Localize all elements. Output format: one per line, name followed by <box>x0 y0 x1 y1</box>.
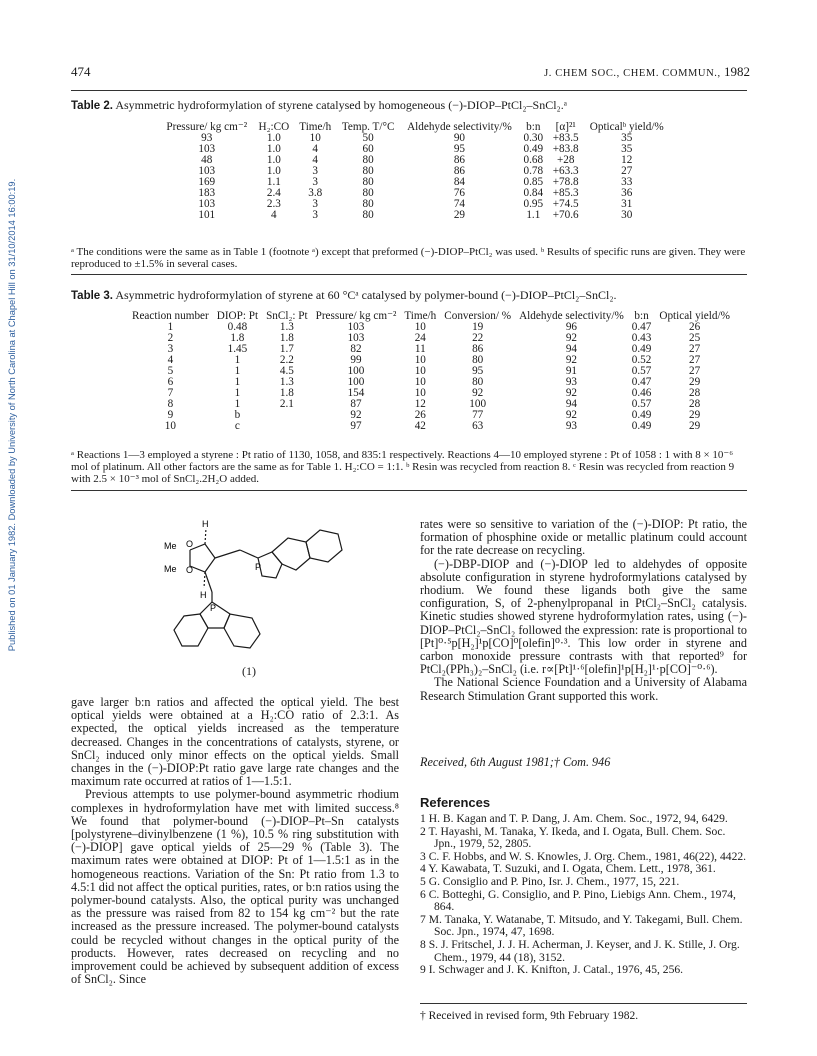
received-date: Received, 6th August 1981;† Com. 946 <box>420 755 611 769</box>
table-cell: 1 <box>234 376 241 388</box>
table-cell: 10 <box>414 387 426 399</box>
table-cell: 1.3 <box>279 321 294 333</box>
table-cell: 1.1 <box>526 209 541 221</box>
table-cell: b <box>234 409 241 421</box>
table-cell: 92 <box>350 409 362 421</box>
table3-header-cell: Optical yield/% <box>659 310 730 322</box>
table-cell: 169 <box>198 176 216 188</box>
table-cell: 80 <box>362 165 374 177</box>
left-paragraph-1: gave larger b:n ratios and affected the optical yield. The best optical yields were obtained at a H₂:CO ratio of 2.3:1. As expected, the optical yields increased as the temperature decreased. Changes in the concentrations of catalysts, styrene, or SnCl₂ induced only minor effects on the optical yields. Small changes in the (−)-DIOP:Pt ratio gave large rate changes and the maximum rate occurred at ratios of 1—1.5:1. <box>71 695 399 789</box>
table2-footnote: ᵃ The conditions were the same as in Table 1 (footnote ᵃ) except that preformed (−)-DIOP–PtCl₂ was used. ᵇ Results of specific runs are given. They were reproduced to ±1.5% in several cases. <box>71 246 746 270</box>
table-cell: 80 <box>472 376 484 388</box>
journal-header <box>544 64 750 80</box>
table2-rule <box>71 274 747 275</box>
table-cell: 86 <box>453 154 466 166</box>
table3-caption <box>71 288 617 303</box>
table-cell: 93 <box>565 420 578 432</box>
table-cell: 9 <box>167 409 174 421</box>
table3-footnote: ᵃ Reactions 1—3 employed a styrene : Pt ratio of 1130, 1058, and 835:1 respectively. Reactions 4—10 employed styrene : Pt of 1058 : 1 with 8 × 10⁻⁶ mol of platinum. All other factors are the same as for Table 1. H₂:CO = 1:1. ᵇ Resin was recycled from reaction 8. ᶜ Resin was recycled from reaction 9 with 2.5 × 10⁻³ mol of SnCl₂.2H₂O added. <box>71 449 735 485</box>
reference-item: 7 M. Tanaka, Y. Watanabe, T. Mitsudo, and Y. Takegami, Bull. Chem. Soc. Jpn., 1974, 47, 1698. <box>420 912 743 939</box>
table-cell: 8 <box>167 398 174 410</box>
table-cell: 10 <box>309 132 321 144</box>
table-cell: 0.47 <box>631 321 652 333</box>
table-cell: 92 <box>565 409 578 421</box>
left-paragraph-2: Previous attempts to use polymer-bound asymmetric rhodium complexes in hydroformylation have met with limited success.⁸ We found that polymer-bound (−)-DIOP–Pt–Sn catalysts [polystyrene–divinylbenzene (1 %), 10.5 % ring substitution with (−)-DIOP] gave optical yields of 25—29 % (Table 3). The maximum rates were obtained at DIOP: Pt of 1—1.5:1 as in the homogeneous reactions. Variation of the Sn: Pt ratio from 1.3 to 4.5:1 did not affect the optical purities, rates, or b:n ratios using the polymer-bound catalysts. Also, the optical purity was unchanged as the pressure was raised from 82 to 154 kg cm⁻² but the rate increased as the pressure increased. The polymer-bound catalysts could be recycled without changes in the optical purity of the products. However, rates decreased on recycling and no improvement could be achieved by subsequent addition of excess of SnCl₂. Since <box>71 787 399 987</box>
table-cell: 0.52 <box>631 354 652 366</box>
table2-header-cell: Temp. T/°C <box>341 121 395 133</box>
table-cell: 0.47 <box>631 376 652 388</box>
table-cell: 80 <box>472 354 484 366</box>
table-cell: 76 <box>453 187 466 199</box>
table-cell: 80 <box>362 154 374 166</box>
table-cell: 1.0 <box>266 165 281 177</box>
atom-h-top: H <box>202 520 209 529</box>
table-cell: 4 <box>312 154 318 166</box>
table-cell: 1.8 <box>230 332 245 344</box>
table-cell: 92 <box>472 387 484 399</box>
reference-item: 2 T. Hayashi, M. Tanaka, Y. Ikeda, and I. Ogata, Bull. Chem. Soc. Jpn., 1979, 52, 2805. <box>420 824 726 851</box>
table-cell: +74.5 <box>552 198 579 210</box>
table-row <box>160 166 670 177</box>
table3-header-cell: DIOP: Pt <box>216 310 259 322</box>
table-cell: 95 <box>472 365 484 377</box>
table3-header-cell: Time/h <box>404 310 437 322</box>
table-cell: 99 <box>350 354 362 366</box>
table-cell: 3.8 <box>308 187 323 199</box>
table-cell: 96 <box>565 321 578 333</box>
table-cell: +70.6 <box>552 209 579 221</box>
table-cell: 1 <box>234 398 241 410</box>
table-cell: 10 <box>414 354 426 366</box>
table-cell: 30 <box>621 209 633 221</box>
table-cell: 87 <box>350 398 362 410</box>
table-cell: 0.57 <box>631 398 652 410</box>
table2 <box>160 121 670 221</box>
atom-o-top: O <box>186 539 194 549</box>
table-cell: 11 <box>414 343 426 355</box>
reference-item: 4 Y. Kawabata, T. Suzuki, and I. Ogata, Chem. Lett., 1978, 361. <box>420 862 716 876</box>
table-cell: 31 <box>621 198 633 210</box>
table-cell: 28 <box>689 398 701 410</box>
table-cell: 36 <box>621 187 633 199</box>
table-cell: 154 <box>347 387 365 399</box>
table-cell: 63 <box>472 420 484 432</box>
table2-header-cell: Pressure/ kg cm⁻² <box>166 121 248 133</box>
table-cell: 0.85 <box>523 176 544 188</box>
table-cell: 97 <box>350 420 362 432</box>
table-cell: 2.2 <box>279 354 294 366</box>
atom-h-bottom: H <box>200 590 207 600</box>
download-watermark <box>6 150 18 680</box>
table-cell: 42 <box>414 420 426 432</box>
table-row <box>160 155 670 166</box>
journal-year: 1982 <box>724 64 750 79</box>
table-cell: 86 <box>453 165 466 177</box>
table-cell <box>262 421 312 432</box>
table-cell: 0.68 <box>523 154 544 166</box>
table-row <box>128 421 734 432</box>
table2-header-cell: b:n <box>526 121 541 133</box>
journal-name: J. CHEM SOC., CHEM. COMMUN., <box>544 68 721 79</box>
table-cell: 100 <box>469 398 487 410</box>
table-cell: 10 <box>414 321 426 333</box>
table-cell: 27 <box>621 165 633 177</box>
references-heading: References <box>420 795 491 810</box>
reference-item: 9 I. Schwager and J. K. Knifton, J. Catal., 1976, 45, 256. <box>420 963 684 977</box>
table-cell: 0.43 <box>631 332 652 344</box>
table-cell: 103 <box>198 143 216 155</box>
table-cell: 80 <box>362 209 374 221</box>
table2-caption-text: Asymmetric hydroformylation of styrene catalysed by homogeneous (−)-DIOP–PtCl₂–SnCl₂.ᵃ <box>115 98 567 112</box>
reference-item: 6 C. Botteghi, G. Consiglio, and P. Pino, Liebigs Ann. Chem., 1974, 864. <box>420 887 736 914</box>
table-cell: 29 <box>689 409 701 421</box>
right-paragraph-1: rates were so sensitive to variation of the (−)-DIOP: Pt ratio, the formation of phosphine oxide or metallic platinum could account for the rate decrease on recycling. <box>420 517 747 558</box>
right-paragraph-2: (−)-DBP-DIOP and (−)-DIOP led to aldehydes of opposite absolute configuration in styrene hydroformylations catalysed by rhodium. We found these ligands both give the same configuration, S, of 2-phenylpropanal in PtCl₂–SnCl₂ catalysis. Kinetic studies showed styrene hydroformylation rates, using (−)-DIOP–PtCl₂–SnCl₂ followed the expression: rate is proportional to [Pt]⁰·⁵p[H₂]¹p[CO]⁰[olefin]⁰·³. This low order in styrene and carbon monoxide pressure contrasts with that reported⁹ for PtCl₂(PPh₃)₂–SnCl₂ (i.e. r∝[Pt]¹·⁶[olefin]¹p[H₂]¹·p[CO]⁻⁰·⁶). <box>420 556 747 677</box>
table-cell: 91 <box>565 365 578 377</box>
table-cell: c <box>234 420 240 432</box>
table-cell: 7 <box>167 387 174 399</box>
table-cell: +83.5 <box>552 132 579 144</box>
table-cell: 100 <box>347 365 365 377</box>
table-cell: 0.49 <box>523 143 544 155</box>
table-cell: 29 <box>689 376 701 388</box>
download-watermark-text: Published on 01 January 1982. Downloaded by University of North Carolina at Chapel Hill on 31/10/2014 16:00:19. <box>7 178 17 652</box>
structure-label: (1) <box>242 664 256 678</box>
table-cell: 0.46 <box>631 387 652 399</box>
table-cell: 4 <box>271 209 277 221</box>
atom-p-right: P <box>255 562 262 572</box>
table-cell: 3 <box>312 176 318 188</box>
table-cell: 1.3 <box>279 376 294 388</box>
table-cell: 4 <box>167 354 174 366</box>
table-cell: 26 <box>414 409 426 421</box>
table-cell: 5 <box>167 365 174 377</box>
atom-me-top: Me <box>164 541 177 551</box>
table-cell: 103 <box>198 165 216 177</box>
table-cell: 27 <box>689 365 701 377</box>
chemical-structure-diagram <box>160 520 350 670</box>
table-cell: 100 <box>347 376 365 388</box>
table-cell: 93 <box>565 376 578 388</box>
table-cell: 29 <box>689 420 701 432</box>
reference-item: 5 G. Consiglio and P. Pino, Isr. J. Chem., 1977, 15, 221. <box>420 874 680 888</box>
table3-rule <box>71 490 747 491</box>
table2-header-cell: Time/h <box>299 121 332 133</box>
table-row <box>160 144 670 155</box>
right-paragraph-3: The National Science Foundation and a University of Alabama Research Stimulation Grant supported this work. <box>420 675 747 703</box>
table3-label: Table 3. <box>71 290 113 302</box>
table-cell: 27 <box>689 343 701 355</box>
atom-p-bottom: P <box>210 603 217 613</box>
table-cell: 94 <box>565 398 578 410</box>
table2-label: Table 2. <box>71 100 113 112</box>
table-cell: 60 <box>362 143 374 155</box>
table-cell: 27 <box>689 354 701 366</box>
table-cell: 101 <box>198 209 216 221</box>
table-cell: 95 <box>453 143 466 155</box>
table-cell: 1 <box>167 321 174 333</box>
table-cell: 86 <box>472 343 484 355</box>
table-cell: 90 <box>453 132 466 144</box>
revision-footnote: † Received in revised form, 9th February 1982. <box>420 1010 639 1022</box>
table-cell: 10 <box>414 376 426 388</box>
table-cell: 92 <box>565 387 578 399</box>
table-cell: 2 <box>167 332 174 344</box>
table2-header-cell: Aldehyde selectivity/% <box>407 121 512 133</box>
page-number: 474 <box>71 64 91 79</box>
table-cell: +83.8 <box>552 143 579 155</box>
table-cell: 103 <box>347 332 365 344</box>
table3-header-cell: Pressure/ kg cm⁻² <box>315 310 397 322</box>
table-cell: 28 <box>689 387 701 399</box>
table2-header-cell: [α]²¹ <box>555 121 576 133</box>
table-cell: 6 <box>167 376 174 388</box>
table-cell <box>262 410 312 421</box>
reference-item: 8 S. J. Fritschel, J. J. H. Acherman, J. Keyser, and J. K. Stille, J. Org. Chem., 1979, 44 (18), 3152. <box>420 937 740 964</box>
table-cell: 25 <box>689 332 701 344</box>
table-cell: 10 <box>164 420 176 432</box>
table-cell: 0.78 <box>523 165 544 177</box>
table-cell: 22 <box>472 332 484 344</box>
table-cell: 84 <box>453 176 466 188</box>
table-cell: 3 <box>167 343 174 355</box>
table-cell: 0.30 <box>523 132 544 144</box>
table3-header-cell: Aldehyde selectivity/% <box>519 310 624 322</box>
table-cell: 2.3 <box>266 198 281 210</box>
header-rule <box>71 90 747 91</box>
table-cell: 4.5 <box>279 365 294 377</box>
table-cell: 48 <box>201 154 213 166</box>
table-cell: 80 <box>362 187 374 199</box>
table-cell: 0.49 <box>631 409 652 421</box>
table3-header-cell: b:n <box>634 310 649 322</box>
atom-me-bottom: Me <box>164 564 177 574</box>
table-cell: +28 <box>556 154 575 166</box>
table3-header-cell: Conversion/ % <box>444 310 512 322</box>
table-row <box>160 133 670 144</box>
table-cell: 93 <box>201 132 213 144</box>
table3-header-cell: Reaction number <box>132 310 209 322</box>
table-cell: 77 <box>472 409 484 421</box>
reference-item: 3 C. F. Hobbs, and W. S. Knowles, J. Org. Chem., 1981, 46(22), 4422. <box>420 849 747 863</box>
table-cell: 80 <box>362 176 374 188</box>
table2-header-row <box>160 121 670 133</box>
table-cell: 92 <box>565 354 578 366</box>
table-cell: +63.3 <box>552 165 579 177</box>
table-cell: 26 <box>689 321 701 333</box>
table-cell: 1.0 <box>266 143 281 155</box>
table-cell: 10 <box>414 365 426 377</box>
table-cell: 1.1 <box>266 176 281 188</box>
table3-caption-text: Asymmetric hydroformylation of styrene at 60 °Cᵃ catalysed by polymer-bound (−)-DIOP–PtCl₂–SnCl₂. <box>115 288 617 302</box>
table-cell: 3 <box>312 165 318 177</box>
left-column <box>71 696 399 986</box>
table-cell: 1.0 <box>266 154 281 166</box>
table-cell: 3 <box>312 209 318 221</box>
right-column <box>420 518 747 703</box>
table-cell: 2.1 <box>279 398 294 410</box>
table-cell: 29 <box>453 209 466 221</box>
table-cell: 50 <box>362 132 374 144</box>
table-cell: 2.4 <box>266 187 281 199</box>
table-cell: 82 <box>350 343 362 355</box>
table-cell: 35 <box>621 143 633 155</box>
table-cell: 1.7 <box>279 343 294 355</box>
table-cell: 103 <box>198 198 216 210</box>
table-row <box>160 177 670 188</box>
table-cell: 0.49 <box>631 420 652 432</box>
table-cell: 24 <box>414 332 426 344</box>
table-cell: 35 <box>621 132 633 144</box>
table-cell: 1 <box>234 354 241 366</box>
table-cell: 4 <box>312 143 318 155</box>
table-cell: 0.95 <box>523 198 544 210</box>
references-list <box>420 813 747 977</box>
table-cell: 94 <box>565 343 578 355</box>
table2-header-cell: H₂:CO <box>258 121 290 133</box>
table-cell: 12 <box>621 154 633 166</box>
table-row <box>160 188 670 199</box>
table-cell: 1.8 <box>279 387 294 399</box>
table-cell: +85.3 <box>552 187 579 199</box>
table-row <box>160 210 670 221</box>
table-cell: 74 <box>453 198 466 210</box>
table-cell: 183 <box>198 187 216 199</box>
table-cell: +78.8 <box>552 176 579 188</box>
table-cell: 0.57 <box>631 365 652 377</box>
table-cell: 92 <box>565 332 578 344</box>
table-cell: 80 <box>362 198 374 210</box>
table-cell: 0.49 <box>631 343 652 355</box>
table3 <box>128 310 734 432</box>
table-cell: 103 <box>347 321 365 333</box>
footnote-rule <box>420 1003 747 1004</box>
table-cell: 3 <box>312 198 318 210</box>
table3-header-cell: SnCl₂: Pt <box>266 310 308 322</box>
table-row <box>160 199 670 210</box>
table-cell: 1 <box>234 365 241 377</box>
table-cell: 1.8 <box>279 332 294 344</box>
table-cell: 33 <box>621 176 633 188</box>
table-cell: 0.48 <box>227 321 248 333</box>
table2-caption <box>71 98 567 113</box>
reference-item: 1 H. B. Kagan and T. P. Dang, J. Am. Chem. Soc., 1972, 94, 6429. <box>420 812 728 825</box>
table-cell: 1 <box>234 387 241 399</box>
table2-header-cell: Opticalᵇ yield/% <box>589 121 664 133</box>
table-cell: 12 <box>414 398 426 410</box>
table-cell: 19 <box>472 321 484 333</box>
table-cell: 0.84 <box>523 187 544 199</box>
atom-o-bottom: O <box>186 565 194 575</box>
table-cell: 1.45 <box>227 343 248 355</box>
table-cell: 1.0 <box>266 132 281 144</box>
